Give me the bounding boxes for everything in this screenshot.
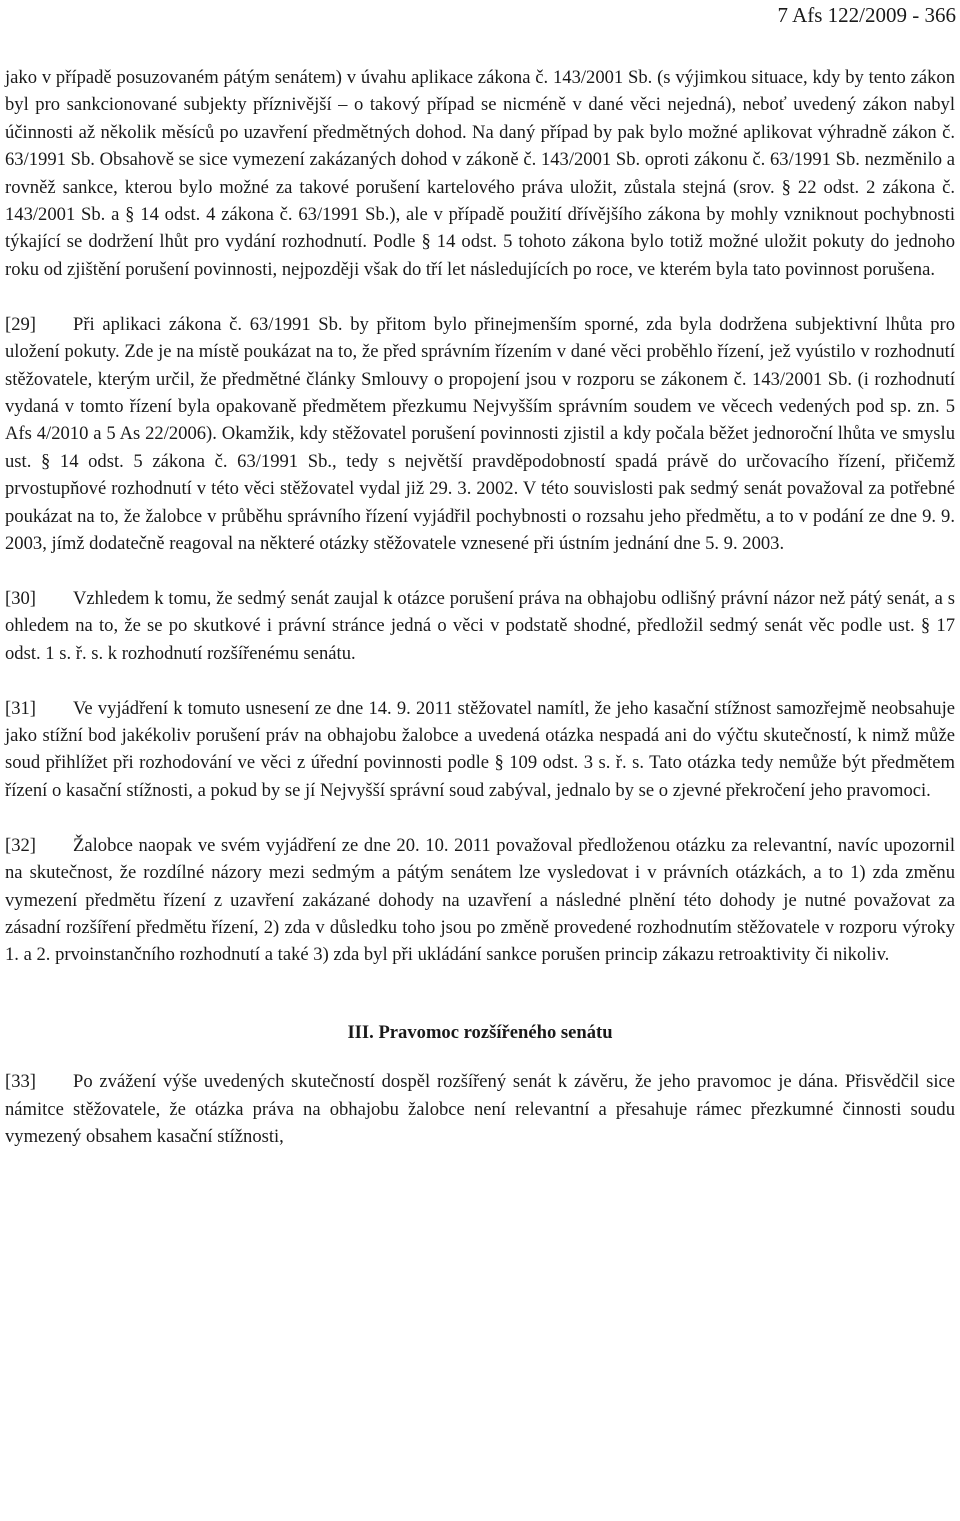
paragraph-text: Vzhledem k tomu, že sedmý senát zaujal k otázce porušení práva na obhajobu odlišný právní názor než pátý senát, a s ohledem na to, že se po skutkové i právní stránce jedná o věci v podstatě shodné, předložil sedmý senát věc podle ust. § 17 odst. 1 s. ř. s. k rozhodnutí rozšířenému senátu. [5, 587, 955, 664]
paragraph-30 [5, 585, 955, 667]
page-header-case-number: 7 Afs 122/2009 - 366 [777, 3, 956, 27]
paragraph-number: [32] [5, 834, 36, 856]
paragraph-29 [5, 311, 955, 558]
paragraph-33 [5, 1068, 955, 1150]
paragraph-28-continuation: jako v případě posuzovaném pátým senátem) v úvahu aplikace zákona č. 143/2001 Sb. (s výjimkou situace, kdy by tento zákon byl pro sankcionované subjekty příznivější – o takový případ se nicméně v dané věci nejedná), neboť uvedený zákon nabyl účinnosti až několik měsíců po uzavření předmětných dohod. Na daný případ by pak bylo možné aplikovat výhradně zákon č. 63/1991 Sb. Obsahově se sice vymezení zakázaných dohod v zákoně č. 143/2001 Sb. oproti zákonu č. 63/1991 Sb. nezměnilo a rovněž sankce, kterou bylo možné za takové porušení kartelového práva uložit, zůstala stejná (srov. § 22 odst. 2 zákona č. 143/2001 Sb. a § 14 odst. 4 zákona č. 63/1991 Sb.), ale v případě použití dřívějšího zákona by mohly vzniknout pochybnosti týkající se dodržení lhůt pro vydání rozhodnutí. Podle § 14 odst. 5 tohoto zákona bylo totiž možné uložit pokuty do jednoho roku od zjištění porušení povinnosti, nejpozději však do tří let následujících po roce, ve kterém byla tato povinnost porušena. [5, 67, 955, 280]
paragraph-text: Při aplikaci zákona č. 63/1991 Sb. by přitom bylo přinejmenším sporné, zda byla dodržena subjektivní lhůta pro uložení pokuty. Zde je na místě poukázat na to, že před správním řízením v dané věci proběhlo řízení, jež vyústilo v rozhodnutí stěžovatele, kterým určil, že předmětné články Smlouvy o propojení jsou v rozporu se zákonem č. 143/2001 Sb. (i rozhodnutí vydaná v tomto řízení byla opakovaně předmětem přezkumu Nejvyšším správním soudem ve věcech vedených pod sp. zn. 5 Afs 4/2010 a 5 As 22/2006). Okamžik, kdy stěžovatel porušení povinnosti zjistil a kdy počala běžet jednoroční lhůta ve smyslu ust. § 14 odst. 5 zákona č. 63/1991 Sb., tedy s největší pravděpodobností spadá právě do určovacího řízení, přičemž prvostupňové rozhodnutí v této věci stěžovatel vydal již 29. 3. 2002. V této souvislosti pak sedmý senát považoval za potřebné poukázat na to, že žalobce v průběhu správního řízení vyjádřil pochybnosti o rozsahu jeho předmětu, a to v podání ze dne 9. 9. 2003, jímž dodatečně reagoval na některé otázky stěžovatele vznesené při ústním jednání dne 5. 9. 2003. [5, 313, 955, 554]
paragraph-number: [31] [5, 697, 36, 719]
section-heading: III. Pravomoc rozšířeného senátu [347, 1021, 613, 1043]
paragraph-31 [5, 695, 955, 805]
paragraph-number: [33] [5, 1071, 36, 1093]
paragraph-text: Po zvážení výše uvedených skutečností dospěl rozšířený senát k závěru, že jeho pravomoc je dána. Přisvědčil sice námitce stěžovatele, že otázka práva na obhajobu žalobce není relevantní a přesahuje rámec přezkumné činnosti soudu vymezený obsahem kasační stížnosti, [5, 1071, 955, 1147]
paragraph-32 [5, 832, 955, 969]
paragraph-number: [29] [5, 313, 36, 335]
paragraph-text: Ve vyjádření k tomuto usnesení ze dne 14. 9. 2011 stěžovatel namítl, že jeho kasační stížnost samozřejmě neobsahuje jako stížní bod jakékoliv porušení práv na obhajobu žalobce a uvedená otázka nespadá ani do výčtu skutečností, k nimž může soud přihlížet při rozhodování ve věci z úřední povinnosti podle § 109 odst. 3 s. ř. s. Tato otázka tedy nemůže být předmětem řízení o kasační stížnosti, a pokud by se jí Nejvyšší správní soud zabýval, jednalo by se o zjevné překročení jeho pravomoci. [5, 697, 955, 801]
paragraph-text: Žalobce naopak ve svém vyjádření ze dne 20. 10. 2011 považoval předloženou otázku za relevantní, navíc upozornil na skutečnost, že rozdílné názory mezi sedmým a pátým senátem lze vysledovat i v právních otázkách, a to 1) zda změnu vymezení předmětu řízení z uzavření zakázané dohody na uzavření a následné plnění této dohody je nutné považovat za zásadní rozšíření předmětu řízení, 2) zda v důsledku toho jsou po změně provedené rozhodnutím stěžovatele v rozporu výroky 1. a 2. prvoinstančního rozhodnutí a také 3) zda byl při ukládání sankce porušen princip zákazu retroaktivity či nikoliv. [5, 834, 955, 966]
paragraph-number: [30] [5, 587, 36, 609]
document-body [5, 64, 955, 1150]
